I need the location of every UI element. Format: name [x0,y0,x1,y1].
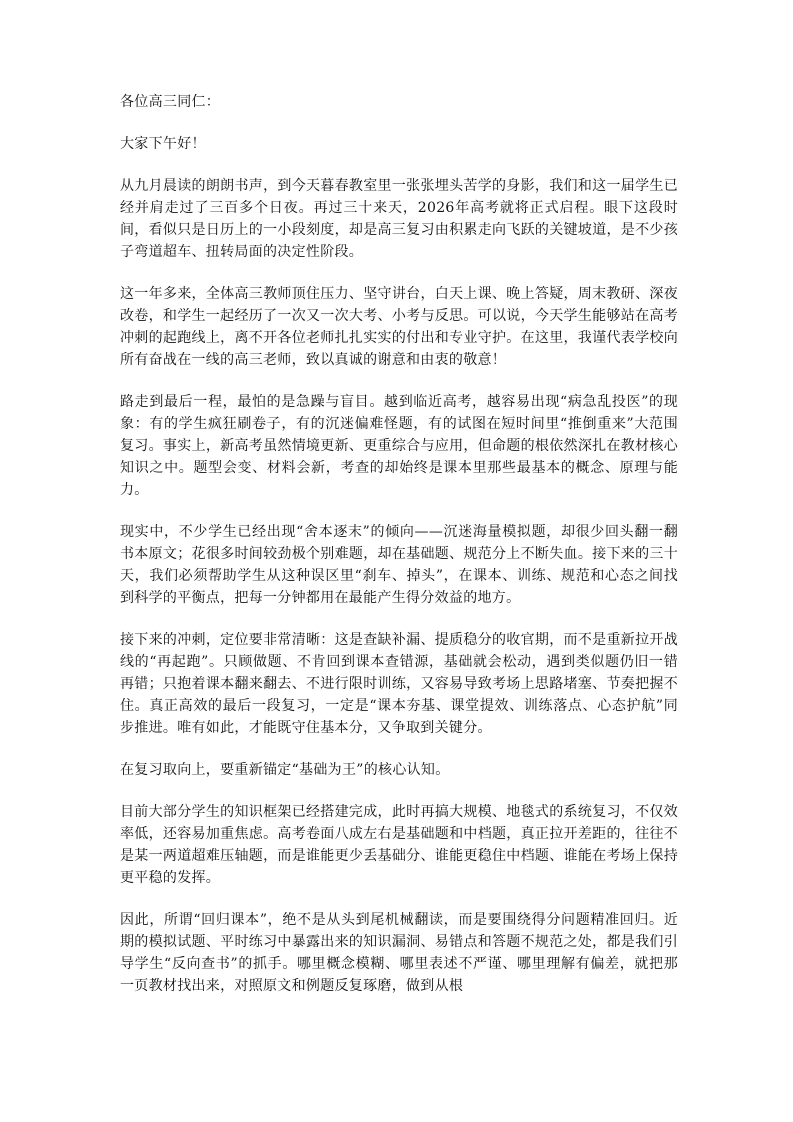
paragraph-gratitude: 这一年多来，全体高三教师顶住压力、坚守讲台，白天上课、晚上答疑，周末教研、深夜改卷，和学生一起经历了一次又一次大考、小考与反思。可以说，今天学生能够站在高考冲刺的起跑线上，离不开各位老师扎扎实实的付出和专业守护。在这里，我谨代表学校向所有奋战在一线的高三老师，致以真诚的谢意和由衷的敬意！ [120,286,678,368]
paragraph-knowledge-framework: 目前大部分学生的知识框架已经搭建完成，此时再搞大规模、地毯式的系统复习，不仅效率低，还容易加重焦虑。高考卷面八成左右是基础题和中档题，真正拉开差距的，往往不是某一两道超难压轴题，而是谁能更少丢基础分、谁能更稳住中档题、谁能在考场上保持更平稳的发挥。 [120,804,678,886]
paragraph-final-stretch: 路走到最后一程，最怕的是急躁与盲目。越到临近高考，越容易出现“病急乱投医”的现象：有的学生疯狂刷卷子，有的沉迷偏难怪题，有的试图在短时间里“推倒重来”大范围复习。事实上，新高考虽然情境更新、更重综合与应用，但命题的根依然深扎在教材核心知识之中。题型会变、材料会新，考查的却始终是课本里那些最基本的概念、原理与能力。 [120,394,678,498]
paragraph-return-to-textbook: 因此，所谓“回归课本”，绝不是从头到尾机械翻读，而是要围绕得分问题精准回归。近期的模拟试题、平时练习中暴露出来的知识漏洞、易错点和答题不规范之处，都是我们引导学生“反向查书”的抓手。哪里概念模糊、哪里表述不严谨、哪里理解有偏差，就把那一页教材找出来，对照原文和例题反复琢磨，做到从根 [120,912,678,994]
paragraph-positioning: 接下来的冲刺，定位要非常清晰：这是查缺补漏、提质稳分的收官期，而不是重新拉开战线的“再起跑”。只顾做题、不肯回到课本查错源，基础就会松动，遇到类似题仍旧一错再错；只抱着课本翻来翻去、不进行限时训练，又容易导致考场上思路堵塞、节奏把握不住。真正高效的最后一段复习，一定是“课本夯基、课堂提效、训练落点、心态护航”同步推进。唯有如此，才能既守住基本分，又争取到关键分。 [120,632,678,736]
letter-page [120,91,678,1017]
paragraph-basics-first: 在复习取向上，要重新锚定“基础为王”的核心认知。 [120,762,450,778]
paragraph-misconception: 现实中，不少学生已经出现“舍本逐末”的倾向——沉迷海量模拟题，却很少回头翻一翻书本原文；花很多时间较劲极个别难题，却在基础题、规范分上不断失血。接下来的三十天，我们必须帮助学生从这种误区里“刹车、掉头”，在课本、训练、规范和心态之间找到科学的平衡点，把每一分钟都用在最能产生得分效益的地方。 [120,524,678,606]
salutation: 各位高三同仁： [120,94,221,110]
paragraph-opening: 从九月晨读的朗朗书声，到今天暮春教室里一张张埋头苦学的身影，我们和这一届学生已经并肩走过了三百多个日夜。再过三十来天，2026年高考就将正式启程。眼下这段时间，看似只是日历上的一小段刻度，却是高三复习由积累走向飞跃的关键坡道，是不少孩子弯道超车、扭转局面的决定性阶段。 [120,178,678,260]
greeting: 大家下午好！ [120,136,206,152]
